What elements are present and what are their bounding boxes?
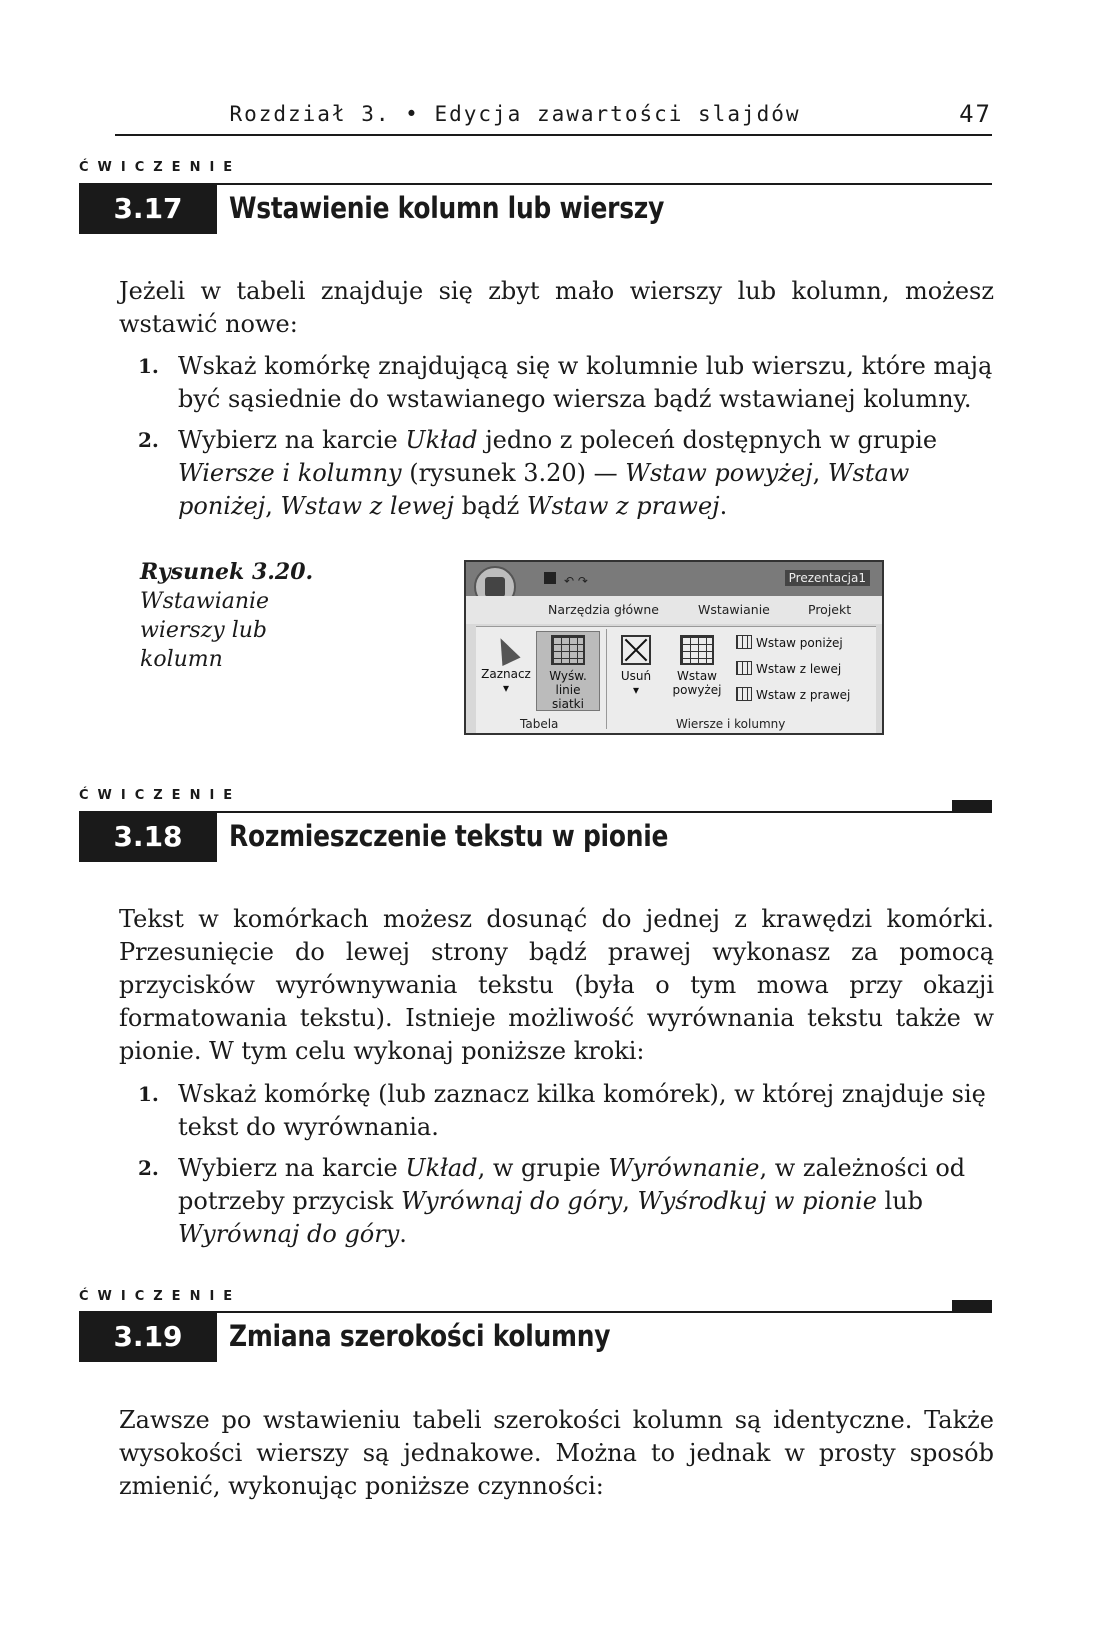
save-icon bbox=[544, 572, 556, 584]
ribbon-groups bbox=[476, 626, 876, 733]
exercise-number: 3.17 bbox=[79, 184, 217, 234]
page-number: 47 bbox=[959, 100, 992, 128]
exercise-label: ĆWICZENIE bbox=[79, 160, 242, 175]
insert-left-icon bbox=[736, 661, 752, 675]
wstaw-ponizej-button: Wstaw poniżej bbox=[736, 635, 843, 650]
numbered-list bbox=[119, 350, 994, 531]
ribbon-screenshot bbox=[464, 560, 884, 735]
paragraph: Tekst w komórkach możesz dosunąć do jednej z krawędzi komórki. Przesunięcie do lewej strony bądź prawej wykonasz za pomocą przycisków wyrównywania tekstu (była o tym mowa przy okazji formatowania tekstu). Istnieje możliwość wyrównania tekstu także w pionie. W tym celu wykonaj poniższe kroki: bbox=[119, 905, 994, 1065]
table-grid-icon bbox=[551, 635, 585, 665]
cursor-icon bbox=[491, 634, 520, 666]
paragraph: Jeżeli w tabeli znajduje się zbyt mało wierszy lub kolumn, możesz wstawić nowe: bbox=[119, 277, 994, 338]
wstaw-powyzej-button: Wstaw powyżej bbox=[670, 635, 724, 697]
group-label-tabela: Tabela bbox=[520, 717, 559, 731]
figure-caption bbox=[140, 558, 340, 674]
insert-below-icon bbox=[736, 635, 752, 649]
list-item: 1. Wskaż komórkę (lub zaznacz kilka komórek), w której znajduje się tekst do wyrównania. bbox=[138, 1080, 986, 1141]
exercise-title: Rozmieszczenie tekstu w pionie bbox=[229, 819, 669, 853]
exercise-title: Wstawienie kolumn lub wierszy bbox=[229, 191, 665, 225]
app-title: Prezentacja1 bbox=[785, 570, 870, 586]
group-label-wiersze-i-kolumny: Wiersze i kolumny bbox=[676, 717, 786, 731]
zaznacz-button: Zaznacz ▾ bbox=[480, 637, 532, 695]
ribbon-tabs bbox=[466, 596, 882, 624]
exercise-label: ĆWICZENIE bbox=[79, 788, 242, 803]
numbered-list bbox=[119, 1078, 994, 1259]
list-item: 1. Wskaż komórkę znajdującą się w kolumnie lub wierszu, które mają być sąsiednie do wstawianego wiersza bądź wstawianej kolumny. bbox=[138, 352, 993, 413]
running-header bbox=[115, 100, 992, 136]
exercise-title: Zmiana szerokości kolumny bbox=[229, 1319, 611, 1353]
usun-button: Usuń ▾ bbox=[614, 635, 658, 697]
insert-right-icon bbox=[736, 687, 752, 701]
figure-caption-title: Rysunek 3.20. bbox=[140, 559, 314, 585]
exercise-number: 3.19 bbox=[79, 1312, 217, 1362]
running-title: Rozdział 3. • Edycja zawartości slajdów bbox=[229, 102, 801, 126]
insert-above-icon bbox=[680, 635, 714, 665]
tab-projekt: Projekt bbox=[808, 602, 852, 617]
wstaw-z-prawej-button: Wstaw z prawej bbox=[736, 687, 850, 702]
figure-caption-text: Wstawianie wierszy lub kolumn bbox=[140, 589, 270, 672]
list-item: 2. Wybierz na karcie Układ, w grupie Wyrównanie, w zależności od potrzeby przycisk Wyrównaj do góry, Wyśrodkuj w pionie lub Wyrównaj do góry. bbox=[138, 1154, 966, 1248]
wstaw-z-lewej-button: Wstaw z lewej bbox=[736, 661, 841, 676]
exercise-label: ĆWICZENIE bbox=[79, 1289, 242, 1304]
exercise-number: 3.18 bbox=[79, 812, 217, 862]
undo-icon: ↶ ↷ bbox=[564, 574, 588, 588]
tab-narzedzia-glowne: Narzędzia główne bbox=[548, 602, 659, 617]
delete-table-icon bbox=[621, 635, 651, 665]
list-item: 2. Wybierz na karcie Układ jedno z poleceń dostępnych w grupie Wiersze i kolumny (rysunek 3.20) — Wstaw powyżej, Wstaw poniżej, Wstaw z lewej bądź Wstaw z prawej. bbox=[138, 426, 938, 520]
tab-wstawianie: Wstawianie bbox=[698, 602, 770, 617]
paragraph: Zawsze po wstawieniu tabeli szerokości kolumn są identyczne. Także wysokości wierszy są jednakowe. Można to jednak w prosty sposób zmienić, wykonując poniższe czynności: bbox=[119, 1406, 994, 1500]
gridlines-button: Wyśw. linie siatki bbox=[538, 635, 598, 711]
group-separator bbox=[606, 629, 607, 729]
